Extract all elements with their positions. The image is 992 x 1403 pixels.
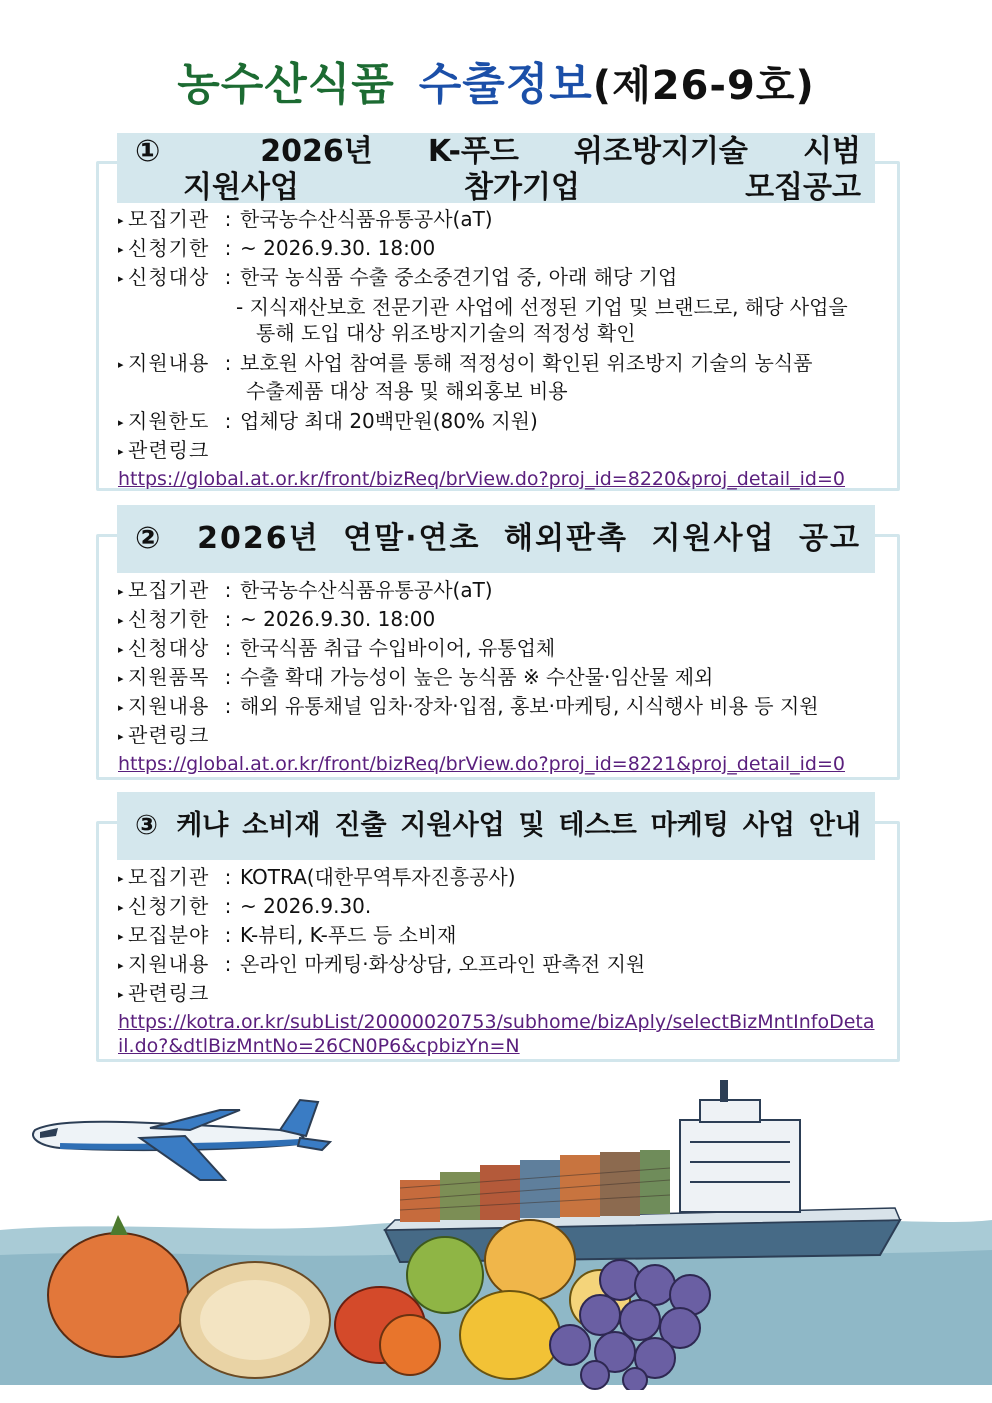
list-item: ▸ 신청기한 : ~ 2026.9.30. 18:00 <box>118 607 436 631</box>
list-item: ▸ 지원품목 : 수출 확대 가능성이 높은 농식품 ※ 수산물·임산물 제외 <box>118 665 714 689</box>
section-3-link[interactable]: https://kotra.or.kr/subList/20000020753/subhome/bizAply/selectBizMntInfoDetail.do?&dtlBizMntNo=26CN0P6&cpbizYn=N <box>118 1011 875 1057</box>
list-item: ▸ 신청대상 : 한국식품 취급 수입바이어, 유통업체 <box>118 636 556 660</box>
list-item: ▸ 모집분야 : K-뷰티, K-푸드 등 소비재 <box>118 923 457 947</box>
section-3-rows <box>118 863 888 1058</box>
list-item: ▸ 신청대상 : 한국 농식품 수출 중소중견기업 중, 아래 해당 기업 <box>118 265 678 289</box>
page-title <box>0 48 992 112</box>
section-1-header <box>117 133 875 203</box>
section-1-rows <box>118 205 888 491</box>
airplane-icon <box>33 1100 330 1180</box>
export-illustration <box>0 1080 992 1390</box>
section-1-header-line-2: 지원사업 참가기업 모집공고 <box>183 170 861 205</box>
target-detail-2: 통해 도입 대상 위조방지기술의 적정성 확인 <box>256 321 636 345</box>
section-2-header <box>117 505 875 573</box>
list-item: ▸ 지원내용 : 온라인 마케팅·화상상담, 오프라인 판촉전 지원 <box>118 952 646 976</box>
section-3-header <box>117 792 875 860</box>
illustration-svg <box>0 1080 992 1390</box>
list-item: ▸ 모집기관 : 한국농수산식품유통공사(aT) <box>118 578 493 602</box>
list-item: ▸ 지원내용 : 보호원 사업 참여를 통해 적정성이 확인된 위조방지 기술의 농식품 <box>118 351 813 375</box>
section-1-link[interactable]: https://global.at.or.kr/front/bizReq/brView.do?proj_id=8220&proj_detail_id=0 <box>118 468 846 490</box>
section-2-link[interactable]: https://global.at.or.kr/front/bizReq/brView.do?proj_id=8221&proj_detail_id=0 <box>118 753 846 775</box>
section-1-header-line-1: ① 2026년 K-푸드 위조방지기술 시범 <box>135 134 861 169</box>
list-item: ▸ 관련링크 <box>118 723 210 747</box>
list-item: ▸ 신청기한 : ~ 2026.9.30. <box>118 894 372 918</box>
list-item: ▸ 모집기관 : 한국농수산식품유통공사(aT) <box>118 207 493 231</box>
section-3-header-text: ③ 케냐 소비재 진출 지원사업 및 테스트 마케팅 사업 안내 <box>135 810 861 841</box>
section-2-rows <box>118 576 888 776</box>
target-detail-1: - 지식재산보호 전문기관 사업에 선정된 기업 및 브랜드로, 해당 사업을 <box>236 295 848 319</box>
cargo-ship-icon <box>385 1080 900 1262</box>
list-item: ▸ 신청기한 : ~ 2026.9.30. 18:00 <box>118 236 436 260</box>
title-part-1: 농수산식품 <box>177 59 395 110</box>
list-item: ▸ 모집기관 : KOTRA(대한무역투자진흥공사) <box>118 865 516 889</box>
list-item: ▸ 지원내용 : 해외 유통채널 임차·장차·입점, 홍보·마케팅, 시식행사 비용 등 지원 <box>118 694 819 718</box>
list-item: ▸ 관련링크 <box>118 981 210 1005</box>
section-2-header-text: ② 2026년 연말·연초 해외판촉 지원사업 공고 <box>135 521 861 556</box>
support-value-2: 수출제품 대상 적용 및 해외홍보 비용 <box>246 379 568 403</box>
title-part-2: 수출정보 <box>418 59 593 110</box>
list-item: ▸ 지원한도 : 업체당 최대 20백만원(80% 지원) <box>118 409 538 433</box>
title-issue-number: (제26-9호) <box>592 63 815 109</box>
list-item: ▸ 관련링크 <box>118 438 210 462</box>
